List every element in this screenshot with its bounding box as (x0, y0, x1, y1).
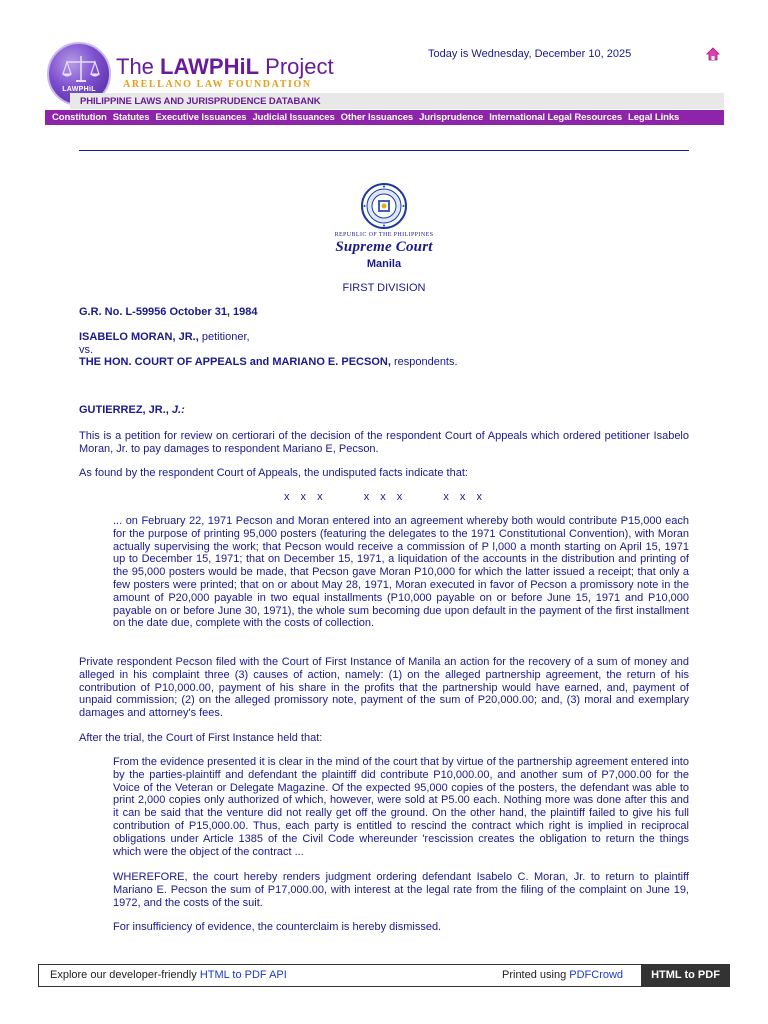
court-name: Supreme Court (335, 239, 433, 255)
divider (79, 150, 689, 151)
nav-legal-links[interactable]: Legal Links (628, 112, 680, 123)
versus-label: vs. (79, 344, 94, 356)
petitioner-line (79, 331, 689, 344)
pdfcrowd-footer (38, 964, 730, 987)
quoted-counterclaim: For insufficiency of evidence, the counterclaim is hereby dismissed. (113, 921, 442, 933)
quoted-trial-findings: From the evidence presented it is clear in the mind of the court that by virtue of the partnership agreement entered into by the parties-plaintiff and defendant the plaintiff did contribute P10,000.00, and another sum of P7,000.00 for the Voice of the Veteran or Delegate Magazine. Of the expected 95,000 copies of the posters, the defendant was able to print 2,000 copies only authorized of which, however, were sold at P5.00 each. Nothing more was done after this and it can be said that the venture did not really get off the ground. On the other hand, the plaintiff failed to give his full contribution of P15,000.00. Thus, each party is entitled to rescind the contract which right is implied in reciprocal obligations under Article 1385 of the Civil Code whereunder 'rescission creates the obligation to return the things which were the object of the contract ... (113, 756, 689, 858)
supreme-court-seal-icon (361, 183, 407, 229)
footer-right-text: Printed using (502, 969, 570, 981)
nav-jurisprudence[interactable]: Jurisprudence (419, 112, 484, 123)
court-city: Manila (366, 258, 402, 270)
nav-international-legal-resources[interactable]: International Legal Resources (489, 112, 623, 123)
logo-text: LAWPHiL (62, 86, 96, 93)
site-title-prefix: The (116, 54, 154, 79)
ellipsis-mark: x x x (443, 491, 484, 503)
paragraph-facts-lead: As found by the respondent Court of Appeals, the undisputed facts indicate that: (79, 467, 468, 479)
respondent-role: respondents. (390, 356, 458, 368)
nav-constitution[interactable]: Constitution (52, 112, 107, 123)
site-title[interactable] (116, 54, 334, 80)
ellipsis-mark: x x x (284, 491, 325, 503)
html-to-pdf-api-link[interactable]: HTML to PDF API (199, 969, 287, 981)
html-to-pdf-button[interactable]: HTML to PDF (641, 964, 730, 987)
paragraph-trial-lead: After the trial, the Court of First Instance held that: (79, 732, 323, 744)
quoted-judgment: WHEREFORE, the court hereby renders judgment ordering defendant Isabelo C. Moran, Jr. to return to plaintiff Mariano E. Pecson the sum of P17,000.00, with interest at the legal rate from the filing of the complaint on June 19, 1972, and the costs of the suit. (113, 871, 689, 909)
ponente-line (79, 404, 689, 417)
main-nav (45, 110, 724, 125)
ellipsis-marks (0, 491, 768, 503)
petitioner-name: ISABELO MORAN, JR., (79, 331, 199, 343)
footer-left-text: Explore our developer-friendly (50, 969, 200, 981)
division-label: FIRST DIVISION (342, 282, 426, 294)
respondent-name: THE HON. COURT OF APPEALS and MARIANO E. PECSON, (79, 356, 391, 368)
ponente-name: GUTIERREZ, JR., (79, 404, 169, 416)
nav-executive-issuances[interactable]: Executive Issuances (155, 112, 247, 123)
nav-other-issuances[interactable]: Other Issuances (340, 112, 414, 123)
petitioner-role: petitioner, (198, 331, 250, 343)
quoted-facts: ... on February 22, 1971 Pecson and Moran entered into an agreement whereby both would contribute P15,000 each for the purpose of printing 95,000 posters (featuring the delegates to the 1971 Constitutional Convention), with Moran actually supervising the work; that Pecson would receive a commission of P l,000 a month starting on April 15, 1971 up to December 15, 1971; that on December 15, 1971, a liquidation of the accounts in the distribution and printing of the 95,000 posters would be made, that Pecson gave Moran P10,000 for which the latter issued a receipt; that only a few posters were printed; that on or about May 28, 1971, Moran executed in favor of Pecson a promissory note in the amount of P20,000 payable in two equal installments (P10,000 payable on or before June 15, 1971 and P10,000 payable on or before June 30, 1971), the whole sum becoming due upon default in the payment of the first installment on the date due, complete with the costs of collection. (113, 515, 689, 630)
site-title-bold: LAWPHiL (160, 54, 260, 79)
site-tagline: PHILIPPINE LAWS AND JURISPRUDENCE DATABANK (80, 96, 321, 107)
paragraph-complaint: Private respondent Pecson filed with the Court of First Instance of Manila an action for the recovery of a sum of money and alleged in his complaint three (3) causes of action, namely: (1) on the alleged partnership agreement, the return of his contribution of P10,000.00, payment of his share in the profits that the partnership would have earned, and, payment of unpaid commission; (2) on the alleged promissory note, payment of the sum of P20,000.00; and, (3) moral and exemplary damages and attorney's fees. (79, 656, 689, 720)
respondent-line (79, 356, 689, 369)
site-title-suffix: Project (265, 54, 334, 79)
footer-left (50, 969, 287, 981)
home-icon[interactable] (706, 47, 720, 61)
ponente-suffix: J.: (171, 404, 185, 416)
case-number: G.R. No. L-59956 October 31, 1984 (79, 306, 258, 318)
nav-statutes[interactable]: Statutes (112, 112, 150, 123)
site-subtitle: ARELLANO LAW FOUNDATION (123, 79, 312, 90)
site-header (0, 0, 768, 130)
paragraph-intro: This is a petition for review on certiorari of the decision of the respondent Court of Appeals which ordered petitioner Isabelo Moran, Jr. to pay damages to respondent Mariano E, Pecson. (79, 430, 689, 455)
republic-label: REPUBLIC OF THE PHILIPPINES (334, 232, 434, 238)
today-date: Today is Wednesday, December 10, 2025 (428, 48, 632, 60)
nav-judicial-issuances[interactable]: Judicial Issuances (252, 112, 335, 123)
ellipsis-mark: x x x (363, 491, 405, 503)
footer-right (502, 969, 623, 981)
pdfcrowd-link[interactable]: PDFCrowd (569, 969, 624, 981)
